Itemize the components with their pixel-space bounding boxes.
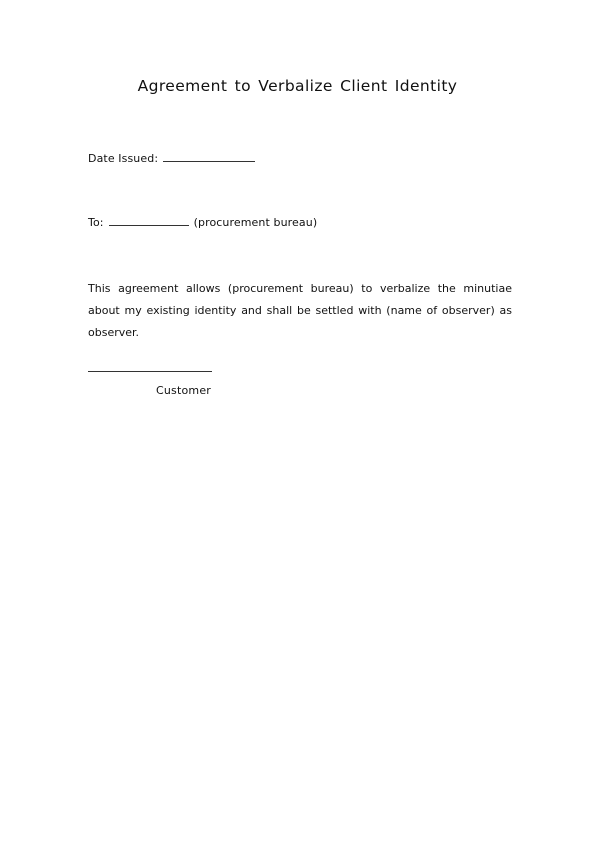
signature-line	[88, 362, 212, 372]
date-blank-field	[163, 152, 255, 162]
agreement-body: This agreement allows (procurement bureau) to verbalize the minutiae about my existing identity and shall be settled with (name of observer) as observer.	[88, 282, 512, 339]
to-label: To:	[88, 216, 104, 229]
signature-label: Customer	[156, 384, 212, 397]
document-title: Agreement to Verbalize Client Identity	[137, 77, 458, 95]
recipient-blank-field	[109, 216, 189, 226]
recipient-line	[88, 216, 317, 229]
recipient-suffix: (procurement bureau)	[193, 216, 318, 229]
date-issued-line	[88, 152, 255, 165]
date-issued-label: Date Issued:	[88, 152, 159, 165]
